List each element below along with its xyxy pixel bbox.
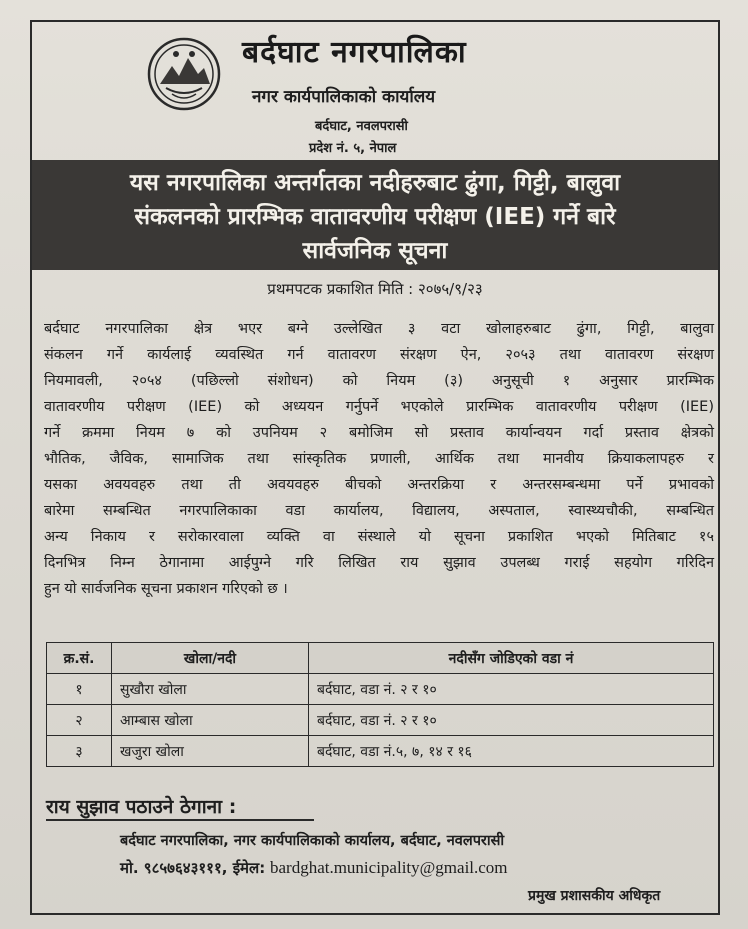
contact-email: bardghat.municipality@gmail.com (269, 858, 508, 877)
contact-heading (46, 793, 236, 819)
table-row (47, 736, 714, 767)
body-line: गर्ने क्रममा नियम ७ को उपनियम २ बमोजिम सो प्रस्ताव कार्यान्वयन गर्दा प्रस्ताव क्षेत्रको (44, 425, 714, 441)
cell-ward: बर्दघाट, वडा नं. २ र १० (309, 705, 714, 736)
cell-ward: बर्दघाट, वडा नं. २ र १० (309, 674, 714, 705)
signatory: प्रमुख प्रशासकीय अधिकृत (528, 888, 661, 904)
banner-line-1: यस नगरपालिका अन्तर्गतका नदीहरुबाट ढुंगा, गिट्टी, बालुवा (129, 170, 621, 196)
notice-header (32, 22, 718, 160)
banner-line-3: सार्वजनिक सूचना (302, 238, 448, 264)
body-line: वातावरणीय परीक्षण (IEE) को अध्ययन गर्नुपर्ने भएकोले प्रारम्भिक वातावरणीय परीक्षण (IEE) (44, 399, 714, 415)
notice-banner (32, 160, 718, 270)
body-line: बर्दघाट नगरपालिका क्षेत्र भएर बग्ने उल्लेखित ३ वटा खोलाहरुबाट ढुंगा, गिट्टी, बालुवा (44, 321, 714, 337)
body-line: दिनभित्र निम्न ठेगानामा आईपुग्ने गरि लिखित राय सुझाव उपलब्ध गराई सहयोग गरिदिन (44, 555, 714, 571)
banner-line-2: संकलनको प्रारम्भिक वातावरणीय परीक्षण (IEE) गर्ने बारे (134, 204, 616, 230)
body-line: हुन यो सार्वजनिक सूचना प्रकाशन गरिएको छ । (44, 581, 288, 597)
cell-ward: बर्दघाट, वडा नं.५, ७, १४ र १६ (309, 736, 714, 767)
cell-serial: २ (47, 705, 112, 736)
heading-underline (46, 819, 314, 821)
body-line: अन्य निकाय र सरोकारवाला व्यक्ति वा संस्थाले यो सूचना प्रकाशित भएको मितिबाट १५ (44, 529, 714, 545)
table-row (47, 705, 714, 736)
notice-body (44, 316, 714, 602)
notice-frame (30, 20, 720, 915)
body-line: बारेमा सम्बन्धित नगरपालिकाका वडा कार्यालय, विद्यालय, अस्पताल, स्वास्थ्यचौकी, सम्बन्धित (44, 503, 714, 519)
office-province: प्रदेश नं. ५, नेपाल (309, 141, 397, 156)
contact-phone: मो. ९८५७६४३१११, ईमेल: (120, 859, 266, 877)
office-address: बर्दघाट, नवलपरासी (315, 119, 408, 134)
header-serial: क्र.सं. (47, 643, 112, 674)
table-header-row (47, 643, 714, 674)
table-row (47, 674, 714, 705)
cell-serial: १ (47, 674, 112, 705)
contact-details (120, 858, 508, 878)
cell-river: खजुरा खोला (112, 736, 309, 767)
nepal-emblem-icon (146, 36, 222, 112)
rivers-table (46, 642, 714, 767)
cell-serial: ३ (47, 736, 112, 767)
body-line: यसका अवयवहरु तथा ती अवयवहरु बीचको अन्तरक्रिया र अन्तरसम्बन्धमा पर्ने प्रभावको (44, 477, 714, 493)
body-line: संकलन गर्ने कार्यलाई व्यवस्थित गर्न वातावरण संरक्षण ऐन, २०५३ तथा वातावरण संरक्षण (44, 347, 714, 363)
publication-date: प्रथमपटक प्रकाशित मिति : २०७५/९/२३ (267, 280, 483, 298)
contact-address: बर्दघाट नगरपालिका, नगर कार्यपालिकाको कार्यालय, बर्दघाट, नवलपरासी (120, 833, 505, 849)
cell-river: सुखौरा खोला (112, 674, 309, 705)
body-line: भौतिक, जैविक, सामाजिक तथा सांस्कृतिक प्रणाली, आर्थिक तथा मानवीय क्रियाकलापहरु र (44, 451, 714, 467)
cell-river: आम्बास खोला (112, 705, 309, 736)
contact-heading-text: राय सुझाव पठाउने ठेगाना : (46, 796, 237, 818)
office-subtitle: नगर कार्यपालिकाको कार्यालय (252, 87, 436, 107)
header-river: खोला/नदी (112, 643, 309, 674)
municipality-title: बर्दघाट नगरपालिका (242, 35, 467, 70)
body-line: नियमावली, २०५४ (पछिल्लो संशोधन) को नियम (३) अनुसूची १ अनुसार प्रारम्भिक (44, 373, 714, 389)
header-ward: नदीसँग जोडिएको वडा नं (309, 643, 714, 674)
